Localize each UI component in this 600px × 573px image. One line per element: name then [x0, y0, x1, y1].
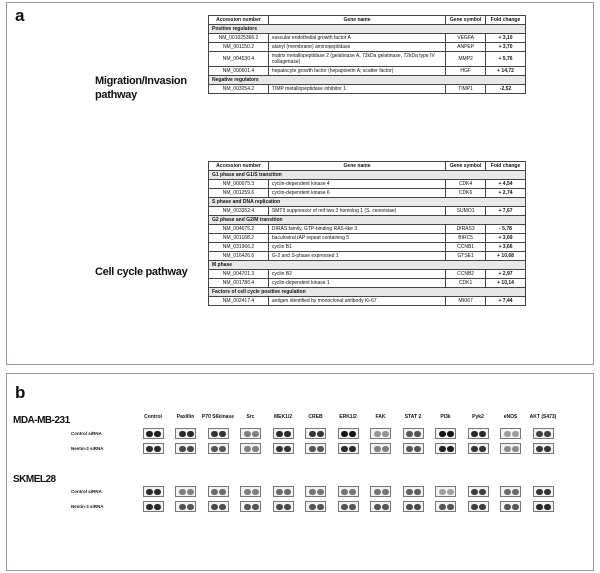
blot-spot	[504, 431, 511, 437]
column-header: Fold change	[486, 162, 526, 171]
blot-spot	[317, 431, 324, 437]
blot-spot	[414, 446, 421, 452]
blot-spot-pair	[338, 486, 359, 497]
table-row	[209, 180, 526, 189]
blot-spot	[439, 446, 446, 452]
column-header: Gene symbol	[446, 162, 486, 171]
blot-spot-pair	[273, 428, 294, 439]
section-title: Positive regulators	[209, 25, 526, 34]
blot-spot	[211, 431, 218, 437]
blot-spot-pair	[240, 428, 261, 439]
blot-spot	[439, 431, 446, 437]
blot-spot-pair	[305, 428, 326, 439]
column-header: Gene name	[268, 16, 445, 25]
accession-cell: NM_016426.6	[209, 252, 269, 261]
blot-column-label: P70 S6kinase	[202, 414, 234, 420]
gene-name-cell: baculoviral IAP repeat containing 5	[268, 234, 445, 243]
blot-spot	[544, 504, 551, 510]
blot-spot-pair	[175, 486, 196, 497]
gene-name-cell: cyclin-dependent kinase 4	[268, 180, 445, 189]
accession-cell: NM_004530.4	[209, 52, 269, 67]
table-row	[209, 279, 526, 288]
blot-spot-pair	[305, 501, 326, 512]
accession-cell: NM_001259.6	[209, 189, 269, 198]
blot-spot-pair	[175, 443, 196, 454]
blot-spot	[374, 489, 381, 495]
section-title: G2 phase and G2/M transition	[209, 216, 526, 225]
table-row	[209, 243, 526, 252]
blot-spot-pair	[305, 486, 326, 497]
gene-symbol-cell: MMP2	[446, 52, 486, 67]
blot-spot-pair	[533, 443, 554, 454]
section-row	[209, 288, 526, 297]
blot-column-label: Pyk2	[472, 414, 484, 420]
accession-cell: NM_031966.2	[209, 243, 269, 252]
blot-spot	[374, 431, 381, 437]
gene-symbol-cell: CDK1	[446, 279, 486, 288]
blot-spot	[439, 504, 446, 510]
blot-spot-pair	[435, 443, 456, 454]
blot-spot-pair	[143, 428, 164, 439]
blot-spot	[447, 504, 454, 510]
gene-symbol-cell: VEGFA	[446, 34, 486, 43]
gene-symbol-cell: ANPEP	[446, 43, 486, 52]
blot-spot	[309, 431, 316, 437]
gene-name-cell: cyclin-dependent kinase 1	[268, 279, 445, 288]
blot-spot	[154, 489, 161, 495]
blot-spot-pair	[370, 501, 391, 512]
table-row	[209, 189, 526, 198]
blot-spot	[146, 504, 153, 510]
gene-name-cell: matrix metallopeptidase 2 (gelatinase A, 72kDa gelatinase, 72kDa type IV collagenase)	[268, 52, 445, 67]
column-header: Gene symbol	[446, 16, 486, 25]
blot-spot-pair	[305, 443, 326, 454]
blot-spot	[382, 446, 389, 452]
blot-spot	[179, 446, 186, 452]
fold-change-cell: + 3,10	[486, 34, 526, 43]
blot-spot	[536, 504, 543, 510]
blot-spot-pair	[500, 428, 521, 439]
fold-change-cell: + 3,70	[486, 43, 526, 52]
blot-spot	[512, 489, 519, 495]
blot-spot-pair	[533, 428, 554, 439]
blot-column-label: Control	[144, 414, 162, 420]
accession-cell: NM_002417.4	[209, 297, 269, 306]
table-row	[209, 67, 526, 76]
gene-name-cell: cyclin B1	[268, 243, 445, 252]
gene-name-cell: alanyl (membrane) aminopeptidase	[268, 43, 445, 52]
blot-spot	[284, 489, 291, 495]
column-header: Accession number	[209, 162, 269, 171]
cell-line-label: SKMEL28	[13, 474, 56, 485]
blot-spot	[341, 489, 348, 495]
blot-spot-pair	[370, 486, 391, 497]
accession-cell: NM_001150.2	[209, 43, 269, 52]
blot-spot	[447, 446, 454, 452]
fold-change-cell: + 7,67	[486, 207, 526, 216]
blot-spot	[341, 446, 348, 452]
accession-cell: NM_000601.4	[209, 67, 269, 76]
gene-name-cell: antigen identified by monoclonal antibody Ki-67	[268, 297, 445, 306]
blot-spot	[341, 431, 348, 437]
blot-spot-pair	[403, 443, 424, 454]
blot-spot	[341, 504, 348, 510]
section-row	[209, 198, 526, 207]
blot-spot	[244, 504, 251, 510]
blot-spot	[244, 431, 251, 437]
blot-spot	[276, 431, 283, 437]
blot-column-label: STAT 2	[404, 414, 422, 420]
blot-spot	[414, 431, 421, 437]
fold-change-cell: + 14,72	[486, 67, 526, 76]
blot-spot	[276, 489, 283, 495]
blot-spot	[317, 489, 324, 495]
accession-cell: NM_001786.4	[209, 279, 269, 288]
blot-spot	[244, 446, 251, 452]
blot-spot-pair	[143, 501, 164, 512]
blot-spot	[471, 504, 478, 510]
blot-spot	[179, 504, 186, 510]
gene-symbol-cell: BIRC5	[446, 234, 486, 243]
blot-spot	[406, 504, 413, 510]
blot-spot	[211, 504, 218, 510]
cell-line-label: MDA-MB-231	[13, 415, 70, 426]
blot-spot-pair	[208, 443, 229, 454]
table-row	[209, 85, 526, 94]
blot-spot	[374, 446, 381, 452]
blot-spot	[447, 489, 454, 495]
fold-change-cell: + 10,68	[486, 252, 526, 261]
sirna-row-label: Nestin-3 siRNA	[71, 446, 104, 451]
column-header: Gene name	[268, 162, 445, 171]
fold-change-cell: + 5,76	[486, 52, 526, 67]
fold-change-cell: + 3,69	[486, 234, 526, 243]
blot-spot-pair	[500, 501, 521, 512]
table-row	[209, 43, 526, 52]
migration-label-line2: pathway	[95, 89, 137, 101]
blot-column-label: eNOS	[503, 414, 518, 420]
section-row	[209, 261, 526, 270]
blot-spot-pair	[500, 486, 521, 497]
section-title: S phase and DNA replication	[209, 198, 526, 207]
gene-symbol-cell: HGF	[446, 67, 486, 76]
accession-cell: NM_004701.3	[209, 270, 269, 279]
section-row	[209, 216, 526, 225]
blot-column-label: MEK1/2	[273, 414, 293, 420]
table-row	[209, 252, 526, 261]
gene-name-cell: TIMP metallopeptidase inhibitor 1	[268, 85, 445, 94]
gene-symbol-cell: MKI67	[446, 297, 486, 306]
table-header-row	[209, 162, 526, 171]
blot-spot-pair	[533, 501, 554, 512]
blot-spot	[504, 504, 511, 510]
blot-spot	[219, 431, 226, 437]
blot-spot	[244, 489, 251, 495]
blot-spot	[284, 504, 291, 510]
blot-spot-pair	[468, 443, 489, 454]
blot-spot	[471, 489, 478, 495]
panel-a	[6, 2, 594, 365]
section-title: Factors of cell cycle positive regulation	[209, 288, 526, 297]
gene-name-cell: SMT3 suppressor of mif two 3 homolog 1 (S. cerevisiae)	[268, 207, 445, 216]
blot-spot-pair	[338, 428, 359, 439]
table-row	[209, 270, 526, 279]
blot-spot	[536, 489, 543, 495]
blot-spot	[479, 504, 486, 510]
blot-spot-pair	[273, 486, 294, 497]
blot-spot-pair	[468, 501, 489, 512]
blot-spot	[219, 489, 226, 495]
blot-spot	[414, 504, 421, 510]
blot-spot	[349, 446, 356, 452]
fold-change-cell: -2,52	[486, 85, 526, 94]
section-title: Negative regulators	[209, 76, 526, 85]
blot-spot	[439, 489, 446, 495]
table-row	[209, 52, 526, 67]
blot-spot	[414, 489, 421, 495]
blot-spot	[374, 504, 381, 510]
blot-spot	[211, 446, 218, 452]
blot-spot	[219, 446, 226, 452]
blot-spot	[309, 446, 316, 452]
blot-spot	[154, 504, 161, 510]
gene-symbol-cell: GTSE1	[446, 252, 486, 261]
accession-cell: NM_003254.2	[209, 85, 269, 94]
gene-symbol-cell: TIMP1	[446, 85, 486, 94]
blot-spot	[179, 431, 186, 437]
blot-column-label: PI3k	[440, 414, 451, 420]
blot-spot	[276, 504, 283, 510]
table-row	[209, 34, 526, 43]
panel-b-letter: b	[15, 383, 26, 402]
blot-spot-pair	[533, 486, 554, 497]
accession-cell: NM_001168.2	[209, 234, 269, 243]
gene-name-cell: cyclin B2	[268, 270, 445, 279]
blot-column-label: Src	[246, 414, 255, 420]
blot-spot	[471, 446, 478, 452]
blot-spot-pair	[403, 501, 424, 512]
section-title: M phase	[209, 261, 526, 270]
fold-change-cell: + 2,97	[486, 270, 526, 279]
blot-spot	[471, 431, 478, 437]
blot-spot-pair	[338, 501, 359, 512]
fold-change-cell: + 10,14	[486, 279, 526, 288]
blot-spot	[317, 504, 324, 510]
blot-spot	[317, 446, 324, 452]
gene-name-cell: vascular endothelial growth factor A	[268, 34, 445, 43]
migration-gene-table	[208, 15, 526, 94]
blot-spot	[276, 446, 283, 452]
migration-label-line1: Migration/Invasion	[95, 75, 187, 87]
section-row	[209, 76, 526, 85]
gene-symbol-cell: SUMO1	[446, 207, 486, 216]
table-row	[209, 225, 526, 234]
column-header: Fold change	[486, 16, 526, 25]
sirna-row-label: Control siRNA	[71, 431, 102, 436]
blot-spot	[406, 489, 413, 495]
blot-spot	[252, 431, 259, 437]
blot-spot-pair	[338, 443, 359, 454]
blot-column-label: AKT (S473)	[529, 414, 557, 420]
blot-spot-pair	[370, 443, 391, 454]
gene-symbol-cell: CDK6	[446, 189, 486, 198]
blot-spot-pair	[175, 428, 196, 439]
accession-cell: NM_000075.3	[209, 180, 269, 189]
section-row	[209, 25, 526, 34]
blot-spot	[146, 431, 153, 437]
blot-spot-pair	[273, 501, 294, 512]
gene-symbol-cell: CCNB2	[446, 270, 486, 279]
blot-spot	[536, 446, 543, 452]
table-header-row	[209, 16, 526, 25]
blot-spot	[179, 489, 186, 495]
blot-spot-pair	[468, 486, 489, 497]
blot-spot	[187, 504, 194, 510]
blot-spot	[252, 504, 259, 510]
blot-spot	[349, 504, 356, 510]
blot-spot	[154, 446, 161, 452]
blot-spot-pair	[240, 501, 261, 512]
accession-cell: NM_004675.2	[209, 225, 269, 234]
column-header: Accession number	[209, 16, 269, 25]
blot-column-label: ERK1/2	[339, 414, 357, 420]
blot-spot-pair	[370, 428, 391, 439]
blot-spot	[146, 446, 153, 452]
blot-spot-pair	[435, 486, 456, 497]
phospho-array-blots	[7, 374, 593, 570]
fold-change-cell: + 2,74	[486, 189, 526, 198]
blot-spot-pair	[468, 428, 489, 439]
blot-column-label: CREB	[308, 414, 323, 420]
blot-spot	[284, 446, 291, 452]
sirna-row-label: Control siRNA	[71, 489, 102, 494]
blot-spot	[406, 446, 413, 452]
blot-spot-pair	[208, 428, 229, 439]
blot-spot	[544, 431, 551, 437]
blot-spot	[382, 489, 389, 495]
blot-spot	[479, 489, 486, 495]
blot-spot	[512, 431, 519, 437]
blot-spot-pair	[435, 501, 456, 512]
gene-name-cell: DIRAS family, GTP-binding RAS-like 3	[268, 225, 445, 234]
blot-spot	[349, 431, 356, 437]
accession-cell: NM_001025366.2	[209, 34, 269, 43]
gene-symbol-cell: CDK4	[446, 180, 486, 189]
table-row	[209, 234, 526, 243]
accession-cell: NM_003352.4	[209, 207, 269, 216]
blot-spot	[187, 446, 194, 452]
blot-spot	[382, 504, 389, 510]
blot-spot-pair	[403, 486, 424, 497]
cell-cycle-label: Cell cycle pathway	[95, 266, 188, 278]
blot-spot-pair	[273, 443, 294, 454]
blot-spot	[536, 431, 543, 437]
section-row	[209, 171, 526, 180]
blot-spot	[309, 489, 316, 495]
panel-a-letter: a	[15, 6, 25, 25]
fold-change-cell: + 3,66	[486, 243, 526, 252]
section-title: G1 phase and G1/S transition	[209, 171, 526, 180]
blot-spot-pair	[435, 428, 456, 439]
table-row	[209, 207, 526, 216]
blot-spot	[544, 446, 551, 452]
gene-symbol-cell: CCNB1	[446, 243, 486, 252]
blot-spot-pair	[175, 501, 196, 512]
blot-spot-pair	[143, 486, 164, 497]
gene-name-cell: hepatocyte growth factor (hepapoietin A; scatter factor)	[268, 67, 445, 76]
panel-b	[6, 373, 594, 571]
migration-invasion-label	[95, 74, 187, 102]
blot-spot	[284, 431, 291, 437]
blot-spot-pair	[403, 428, 424, 439]
blot-spot	[479, 431, 486, 437]
blot-spot	[512, 504, 519, 510]
sirna-row-label: Nestin-3 siRNA	[71, 504, 104, 509]
fold-change-cell: + 7,44	[486, 297, 526, 306]
table-row	[209, 297, 526, 306]
blot-spot	[479, 446, 486, 452]
blot-column-label: FAK	[375, 414, 386, 420]
blot-spot	[252, 489, 259, 495]
blot-spot	[187, 489, 194, 495]
blot-spot	[187, 431, 194, 437]
blot-spot-pair	[240, 486, 261, 497]
blot-spot	[406, 431, 413, 437]
blot-spot-pair	[143, 443, 164, 454]
blot-spot-pair	[240, 443, 261, 454]
blot-spot	[146, 489, 153, 495]
cell-cycle-gene-table	[208, 161, 526, 306]
blot-spot	[504, 446, 511, 452]
blot-spot	[309, 504, 316, 510]
blot-spot	[252, 446, 259, 452]
blot-spot	[544, 489, 551, 495]
fold-change-cell: + 4,54	[486, 180, 526, 189]
blot-spot-pair	[208, 486, 229, 497]
blot-spot	[447, 431, 454, 437]
fold-change-cell: - 5,78	[486, 225, 526, 234]
gene-symbol-cell: DIRAS3	[446, 225, 486, 234]
blot-column-label: Paxillin	[176, 414, 195, 420]
blot-spot	[382, 431, 389, 437]
gene-name-cell: cyclin-dependent kinase 6	[268, 189, 445, 198]
blot-spot-pair	[208, 501, 229, 512]
blot-spot	[512, 446, 519, 452]
blot-spot	[349, 489, 356, 495]
blot-spot	[219, 504, 226, 510]
blot-spot	[154, 431, 161, 437]
blot-spot	[504, 489, 511, 495]
blot-spot	[211, 489, 218, 495]
blot-spot-pair	[500, 443, 521, 454]
gene-name-cell: G-2 and S-phase expressed 1	[268, 252, 445, 261]
